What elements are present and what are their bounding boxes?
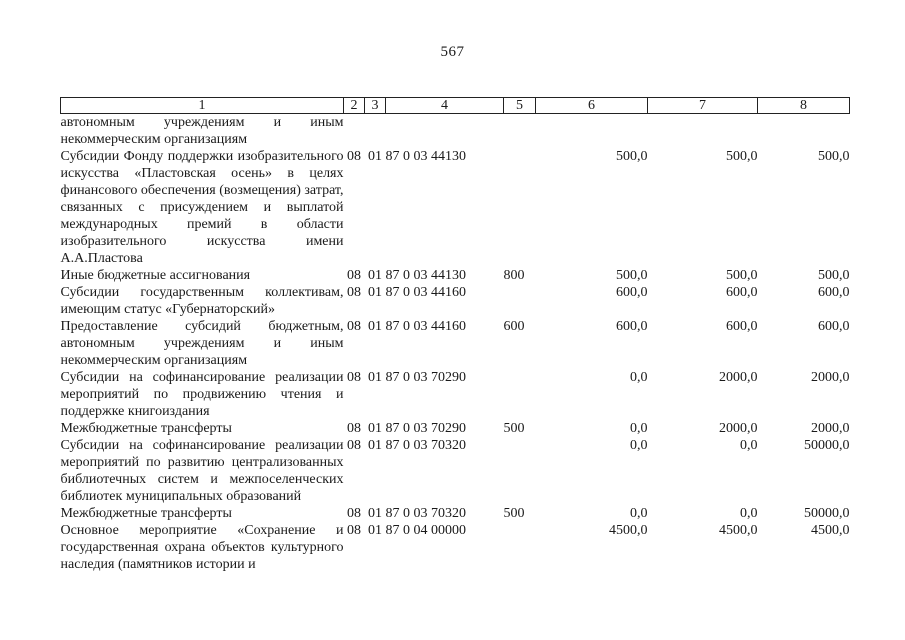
table-row bbox=[61, 505, 850, 522]
section-code bbox=[344, 114, 365, 149]
item-name: автономным учреждениям и иным некоммерческим организациям bbox=[60, 115, 344, 147]
item-name: Субсидии на софинансирование реализации мероприятий по продвижению чтения и поддержке книгоиздания bbox=[60, 370, 344, 419]
amount-col-7: 500,0 bbox=[726, 268, 758, 283]
item-name: Иные бюджетные ассигнования bbox=[60, 268, 251, 283]
amount-col-8: 2000,0 bbox=[811, 370, 850, 385]
table-row bbox=[61, 420, 850, 437]
amount-col-7: 600,0 bbox=[726, 319, 758, 334]
target-article-code: 87 0 03 70320 bbox=[385, 506, 466, 521]
expense-type-code bbox=[504, 284, 536, 318]
expense-type-code: 500 bbox=[503, 506, 525, 521]
table-row bbox=[61, 284, 850, 318]
amount-col-7: 4500,0 bbox=[719, 523, 758, 538]
amount-col-6: 600,0 bbox=[616, 319, 648, 334]
amount-col-6: 0,0 bbox=[630, 506, 648, 521]
subsection-code: 01 bbox=[368, 285, 382, 300]
section-code: 08 bbox=[347, 421, 361, 436]
amount-col-8 bbox=[758, 114, 850, 149]
target-article-code: 87 0 03 44160 bbox=[385, 319, 466, 334]
expense-type-code bbox=[504, 522, 536, 573]
page-number: 567 bbox=[440, 44, 465, 60]
section-code: 08 bbox=[347, 370, 361, 385]
table-row bbox=[61, 114, 850, 149]
table-row bbox=[61, 522, 850, 573]
amount-col-7 bbox=[648, 114, 758, 149]
expense-type-code bbox=[504, 437, 536, 505]
item-name: Предоставление субсидий бюджетным, автономным учреждениям и иным некоммерческим организациям bbox=[60, 319, 344, 368]
section-code: 08 bbox=[347, 506, 361, 521]
subsection-code: 01 bbox=[368, 370, 382, 385]
amount-col-6: 0,0 bbox=[630, 438, 648, 453]
column-header: 2 bbox=[344, 98, 365, 114]
subsection-code: 01 bbox=[368, 421, 382, 436]
amount-col-7: 600,0 bbox=[726, 285, 758, 300]
amount-col-8: 2000,0 bbox=[811, 421, 850, 436]
target-article-code bbox=[386, 114, 504, 149]
item-name: Субсидии на софинансирование реализации мероприятий по развитию централизованных библиотечных систем и межпоселенческих библиотек муниципальных образований bbox=[60, 438, 344, 504]
expense-type-code: 500 bbox=[503, 421, 525, 436]
amount-col-6: 500,0 bbox=[616, 149, 648, 164]
table-row bbox=[61, 437, 850, 505]
expense-type-code bbox=[504, 114, 536, 149]
subsection-code: 01 bbox=[368, 149, 382, 164]
column-header: 6 bbox=[536, 98, 648, 114]
amount-col-6: 0,0 bbox=[630, 370, 648, 385]
section-code: 08 bbox=[347, 438, 361, 453]
expense-type-code: 600 bbox=[503, 319, 525, 334]
subsection-code: 01 bbox=[368, 319, 382, 334]
table-body bbox=[61, 114, 850, 574]
section-code: 08 bbox=[347, 523, 361, 538]
amount-col-6 bbox=[536, 114, 648, 149]
section-code: 08 bbox=[347, 268, 361, 283]
amount-col-8: 600,0 bbox=[818, 285, 850, 300]
subsection-code: 01 bbox=[368, 268, 382, 283]
amount-col-8: 500,0 bbox=[818, 268, 850, 283]
expense-type-code: 800 bbox=[503, 268, 525, 283]
amount-col-6: 0,0 bbox=[630, 421, 648, 436]
section-code: 08 bbox=[347, 285, 361, 300]
amount-col-7: 2000,0 bbox=[719, 370, 758, 385]
item-name: Субсидии государственным коллективам, имеющим статус «Губернаторский» bbox=[60, 285, 344, 317]
table-row bbox=[61, 318, 850, 369]
column-header: 5 bbox=[504, 98, 536, 114]
column-header: 1 bbox=[61, 98, 344, 114]
subsection-code: 01 bbox=[368, 523, 382, 538]
column-header: 4 bbox=[386, 98, 504, 114]
target-article-code: 87 0 03 70290 bbox=[385, 421, 466, 436]
target-article-code: 87 0 03 70290 bbox=[385, 370, 466, 385]
column-header: 3 bbox=[365, 98, 386, 114]
expense-type-code bbox=[504, 148, 536, 267]
subsection-code: 01 bbox=[368, 438, 382, 453]
target-article-code: 87 0 03 44160 bbox=[385, 285, 466, 300]
column-header: 8 bbox=[758, 98, 850, 114]
amount-col-8: 600,0 bbox=[818, 319, 850, 334]
table-row bbox=[61, 148, 850, 267]
amount-col-6: 600,0 bbox=[616, 285, 648, 300]
amount-col-6: 500,0 bbox=[616, 268, 648, 283]
item-name: Субсидии Фонду поддержки изобразительного искусства «Пластовская осень» в целях финансового обеспечения (возмещения) затрат, связанных с присуждением и выплатой международных премий в области изобразительного искусства имени А.А.Пластова bbox=[60, 149, 344, 266]
section-code: 08 bbox=[347, 319, 361, 334]
section-code: 08 bbox=[347, 149, 361, 164]
target-article-code: 87 0 03 44130 bbox=[385, 149, 466, 164]
table-row bbox=[61, 267, 850, 284]
target-article-code: 87 0 03 70320 bbox=[385, 438, 466, 453]
item-name: Межбюджетные трансферты bbox=[60, 506, 232, 521]
table-row bbox=[61, 369, 850, 420]
column-header: 7 bbox=[648, 98, 758, 114]
item-name: Межбюджетные трансферты bbox=[60, 421, 232, 436]
item-name: Основное мероприятие «Сохранение и государственная охрана объектов культурного наследия (памятников истории и bbox=[60, 523, 344, 572]
amount-col-8: 500,0 bbox=[818, 149, 850, 164]
amount-col-8: 50000,0 bbox=[804, 438, 850, 453]
subsection-code: 01 bbox=[368, 506, 382, 521]
target-article-code: 87 0 03 44130 bbox=[385, 268, 466, 283]
amount-col-8: 50000,0 bbox=[804, 506, 850, 521]
expense-type-code bbox=[504, 369, 536, 420]
amount-col-8: 4500,0 bbox=[811, 523, 850, 538]
target-article-code: 87 0 04 00000 bbox=[385, 523, 466, 538]
amount-col-7: 0,0 bbox=[740, 438, 758, 453]
table-header-row bbox=[61, 98, 850, 114]
amount-col-6: 4500,0 bbox=[609, 523, 648, 538]
budget-table bbox=[60, 97, 850, 573]
amount-col-7: 2000,0 bbox=[719, 421, 758, 436]
amount-col-7: 0,0 bbox=[740, 506, 758, 521]
subsection-code bbox=[365, 114, 386, 149]
amount-col-7: 500,0 bbox=[726, 149, 758, 164]
